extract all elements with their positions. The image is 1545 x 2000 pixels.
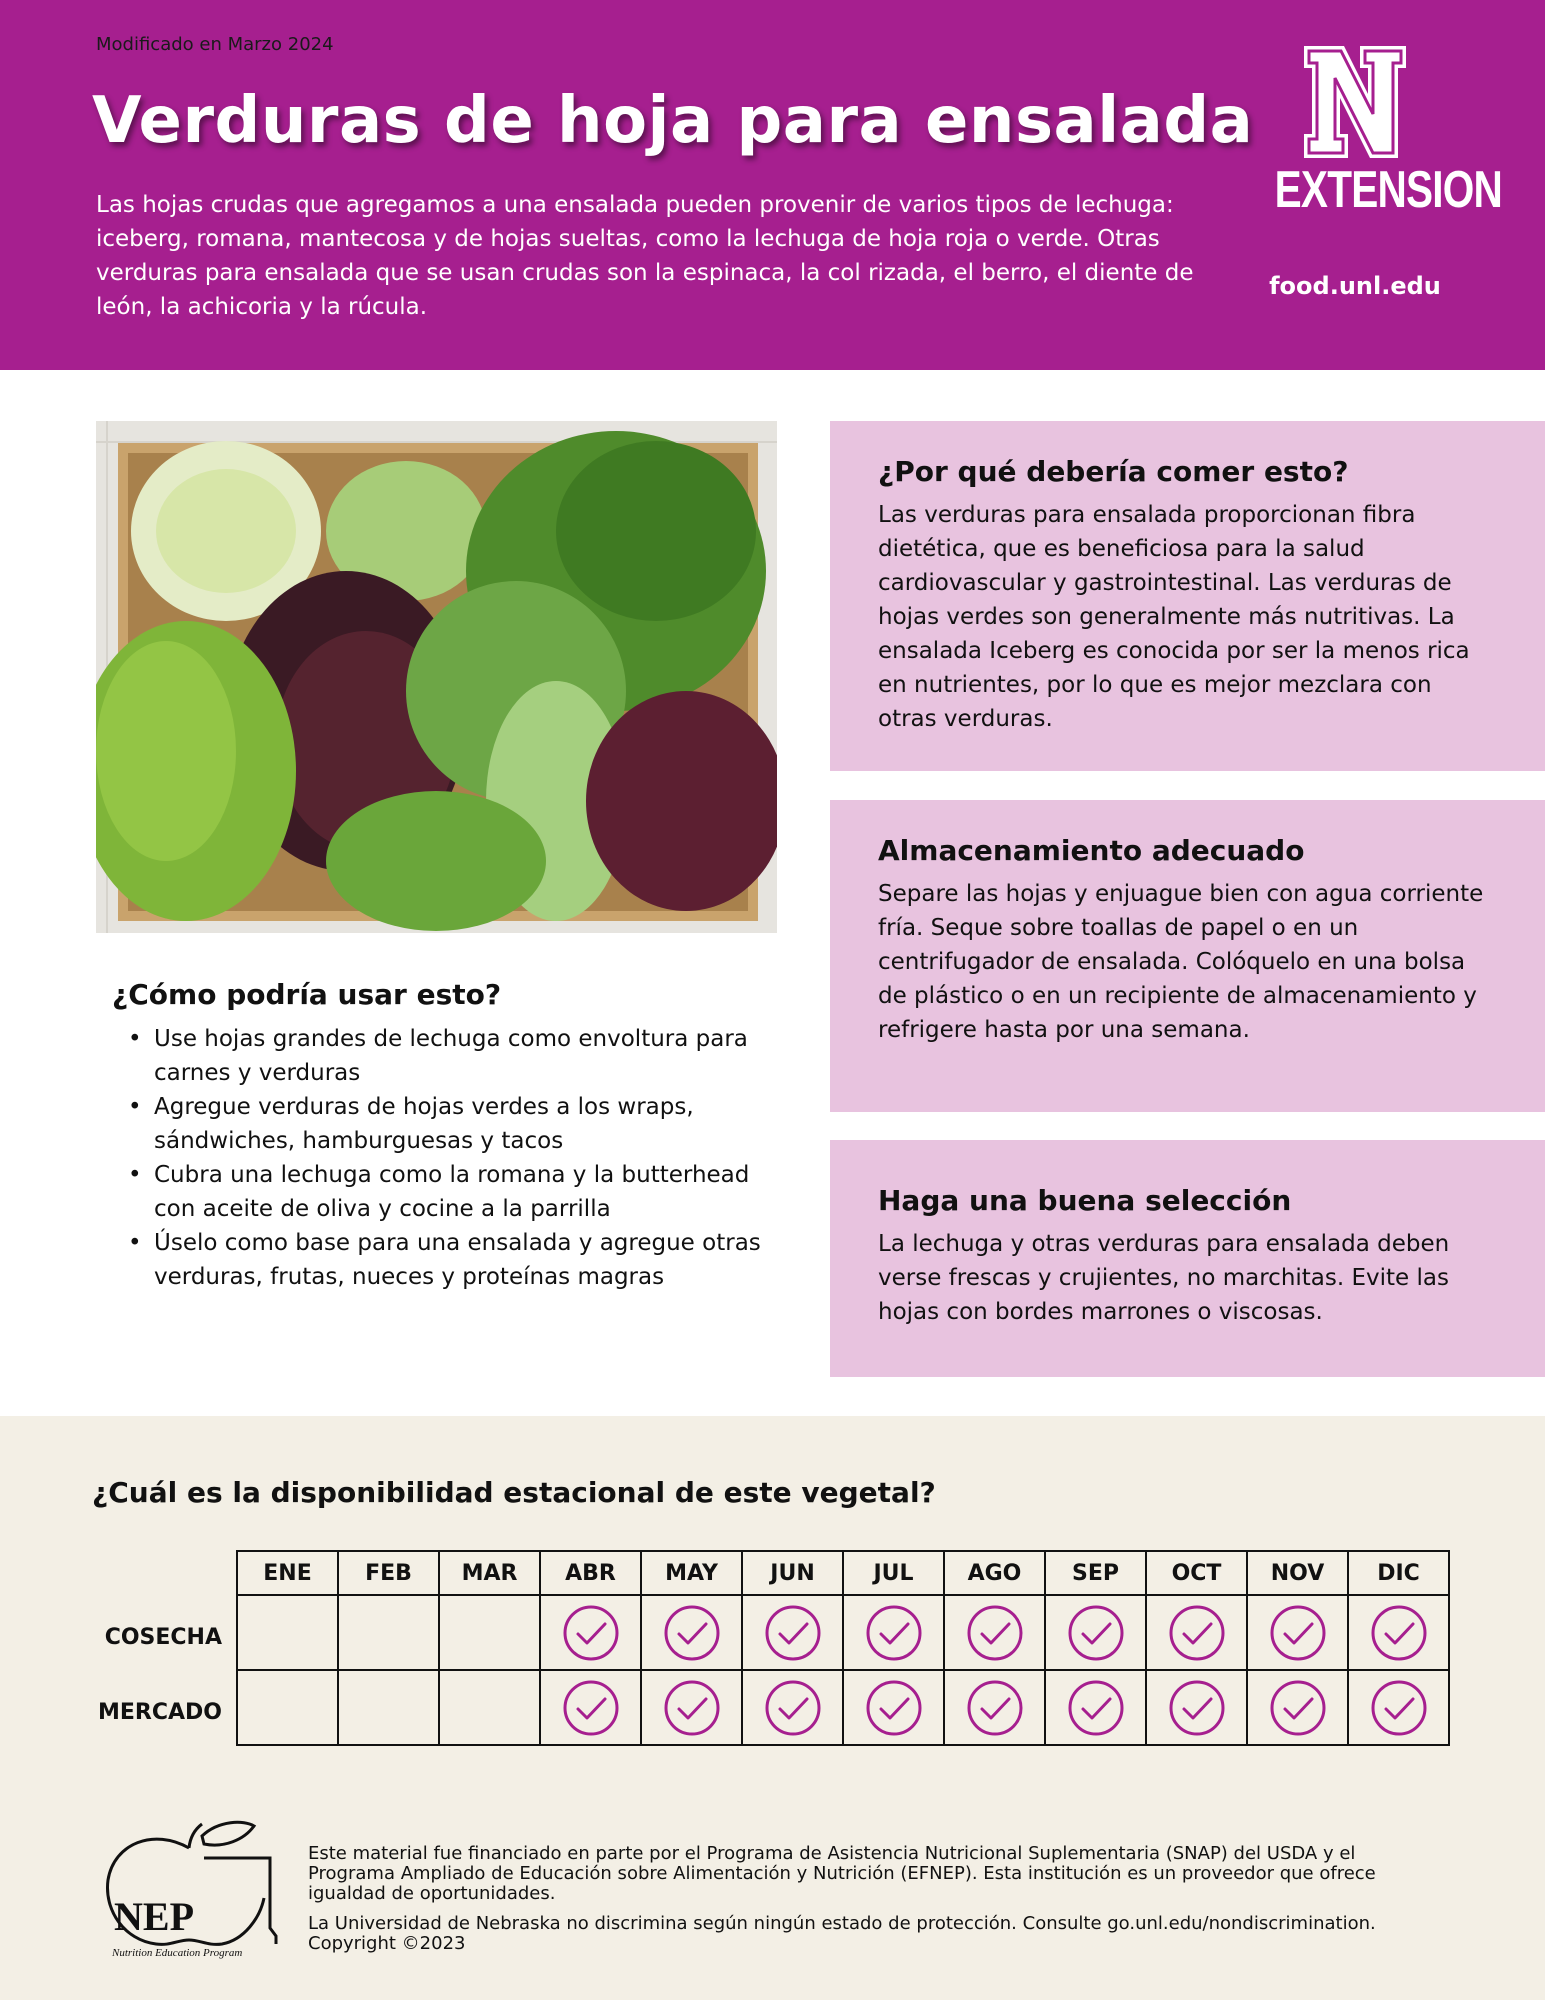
check-circle-icon	[1268, 1603, 1328, 1663]
season-cell	[1045, 1595, 1146, 1670]
month-header: ENE	[237, 1551, 338, 1595]
selection-text: La lechuga y otras verduras para ensalada deben verse frescas y crujientes, no marchitas. Evite las hojas con bordes marrones o viscosas.	[878, 1231, 1450, 1325]
month-header: OCT	[1146, 1551, 1247, 1595]
list-item: • Cubra una lechuga como la romana y la butterhead con aceite de oliva y cocine a la parrilla	[124, 1158, 794, 1226]
nep-logo	[94, 1818, 284, 1968]
page-title: Verduras de hoja para ensalada	[92, 84, 1254, 158]
season-cell	[1247, 1595, 1348, 1670]
season-cell	[338, 1595, 439, 1670]
season-cell	[1348, 1595, 1449, 1670]
season-cell	[742, 1670, 843, 1745]
check-circle-icon	[1369, 1603, 1429, 1663]
intro-text: Las hojas crudas que agregamos a una ensalada pueden provenir de varios tipos de lechuga: iceberg, romana, mantecosa y de hojas sueltas, como la lechuga de hoja roja o verde. Otras verduras para ensalada que se usan crudas son la espinaca, la col rizada, el berro, el diente de león, la achicoria y la rúcula.	[96, 192, 1194, 320]
month-header: AGO	[944, 1551, 1045, 1595]
check-circle-icon	[1369, 1678, 1429, 1738]
season-cell	[540, 1670, 641, 1745]
season-cell	[1146, 1595, 1247, 1670]
month-header: JUN	[742, 1551, 843, 1595]
month-header: MAY	[641, 1551, 742, 1595]
table-row	[237, 1595, 1449, 1670]
site-url[interactable]: food.unl.edu	[1269, 272, 1441, 300]
season-cell	[1146, 1670, 1247, 1745]
funding-disclaimer: Este material fue financiado en parte por el Programa de Asistencia Nutricional Suplementaria (SNAP) del USDA y el Programa Ampliado de Educación sobre Alimentación y Nutrición (EFNEP). Esta institución es un proveedor que ofrece igualdad de oportunidades.	[308, 1843, 1376, 1904]
month-header: DIC	[1348, 1551, 1449, 1595]
row-label-mercado: MERCADO	[98, 1700, 222, 1725]
list-item: • Agregue verduras de hojas verdes a los wraps, sándwiches, hamburguesas y tacos	[124, 1090, 794, 1158]
season-table	[236, 1550, 1450, 1746]
season-cell	[1045, 1670, 1146, 1745]
check-circle-icon	[662, 1603, 722, 1663]
check-circle-icon	[561, 1678, 621, 1738]
season-cell	[641, 1595, 742, 1670]
season-cell	[944, 1595, 1045, 1670]
nondiscrimination-notice: La Universidad de Nebraska no discrimina según ningún estado de protección. Consulte go.unl.edu/nondiscrimination. Copyright ©2023	[308, 1913, 1376, 1954]
season-cell	[237, 1595, 338, 1670]
check-circle-icon	[662, 1678, 722, 1738]
season-cell	[944, 1670, 1045, 1745]
season-cell	[742, 1595, 843, 1670]
check-circle-icon	[1066, 1678, 1126, 1738]
month-header: NOV	[1247, 1551, 1348, 1595]
row-label-cosecha: COSECHA	[104, 1625, 222, 1650]
why-eat-box	[830, 421, 1545, 771]
check-circle-icon	[1167, 1678, 1227, 1738]
check-circle-icon	[1066, 1603, 1126, 1663]
table-row	[237, 1670, 1449, 1745]
season-cell	[641, 1670, 742, 1745]
why-eat-heading: ¿Por qué debería comer esto?	[878, 455, 1349, 488]
season-cell	[338, 1670, 439, 1745]
month-header: JUL	[843, 1551, 944, 1595]
season-cell	[237, 1670, 338, 1745]
nep-title: NEP	[114, 1894, 194, 1939]
list-item: • Úselo como base para una ensalada y agregue otras verduras, frutas, nueces y proteínas magras	[124, 1226, 794, 1294]
season-heading: ¿Cuál es la disponibilidad estacional de este vegetal?	[92, 1476, 936, 1509]
selection-box	[830, 1140, 1545, 1377]
check-circle-icon	[763, 1678, 823, 1738]
season-cell	[843, 1595, 944, 1670]
season-cell	[1348, 1670, 1449, 1745]
month-header-row	[237, 1551, 1449, 1595]
check-circle-icon	[763, 1603, 823, 1663]
list-item: • Use hojas grandes de lechuga como envoltura para carnes y verduras	[124, 1022, 794, 1090]
nep-subtitle: Nutrition Education Program	[112, 1947, 243, 1959]
check-circle-icon	[864, 1603, 924, 1663]
month-header: MAR	[439, 1551, 540, 1595]
check-circle-icon	[864, 1678, 924, 1738]
extension-wordmark: EXTENSION	[1274, 161, 1503, 219]
use-list	[124, 1022, 794, 1294]
month-header: SEP	[1045, 1551, 1146, 1595]
modified-date: Modificado en Marzo 2024	[96, 34, 334, 55]
storage-text: Separe las hojas y enjuague bien con agua corriente fría. Seque sobre toallas de papel o en un centrifugador de ensalada. Colóquelo en una bolsa de plástico o en un recipiente de almacenamiento y refrigere hasta por una semana.	[878, 881, 1484, 1043]
month-header: ABR	[540, 1551, 641, 1595]
salad-greens-photo	[96, 421, 777, 933]
season-cell	[439, 1595, 540, 1670]
check-circle-icon	[965, 1678, 1025, 1738]
season-cell	[843, 1670, 944, 1745]
storage-box	[830, 800, 1545, 1112]
check-circle-icon	[965, 1603, 1025, 1663]
season-cell	[540, 1595, 641, 1670]
check-circle-icon	[1167, 1603, 1227, 1663]
month-header: FEB	[338, 1551, 439, 1595]
season-cell	[1247, 1670, 1348, 1745]
season-cell	[439, 1670, 540, 1745]
check-circle-icon	[561, 1603, 621, 1663]
use-heading: ¿Cómo podría usar esto?	[112, 978, 502, 1011]
why-eat-text: Las verduras para ensalada proporcionan fibra dietética, que es beneficiosa para la salud cardiovascular y gastrointestinal. Las verduras de hojas verdes son generalmente más nutritivas. La ensalada Iceberg es conocida por ser la menos rica en nutrientes, por lo que es mejor mezclara con otras verduras.	[878, 502, 1470, 732]
check-circle-icon	[1268, 1678, 1328, 1738]
storage-heading: Almacenamiento adecuado	[878, 834, 1305, 867]
selection-heading: Haga una buena selección	[878, 1184, 1292, 1217]
